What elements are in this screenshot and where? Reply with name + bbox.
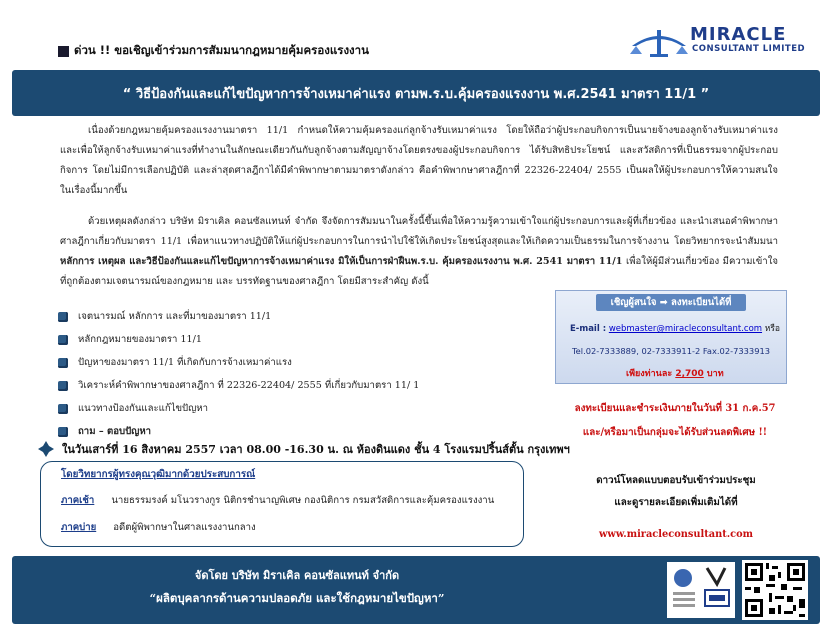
square-bullet-icon	[58, 404, 68, 414]
contact-email-line	[570, 321, 780, 335]
list-item	[58, 328, 498, 351]
square-bullet-icon	[58, 358, 68, 368]
urgent-text: ด่วน !! ขอเชิญเข้าร่วมการสัมมนากฎหมายคุ้มครองแรงงาน	[74, 43, 369, 57]
event-text: ในวันเสาร์ที่ 16 สิงหาคม 2557 เวลา 08.00 -16.30 น. ณ ห้องดินแดง ชั้น 4 โรงแรมปริ้นส์ตั้น กรุงเทพฯ	[62, 443, 570, 456]
square-bullet-icon	[58, 427, 68, 437]
intro-paragraph-1	[60, 121, 778, 201]
square-bullet-icon	[58, 381, 68, 391]
download-line-1: ดาวน์โหลดแบบตอบรับเข้าร่วมประชุม	[596, 475, 756, 486]
logo-subtitle: CONSULTANT LIMITED	[692, 44, 806, 54]
topic-label: ถาม – ตอบปัญหา	[78, 426, 152, 437]
speaker-morning	[61, 493, 494, 508]
speaker-afternoon-name: อดีตผู้พิพากษาในศาลแรงงานกลาง	[113, 522, 256, 533]
speakers-box	[40, 461, 524, 547]
topic-label: แนวทางป้องกันและแก้ไขปัญหา	[78, 403, 208, 414]
intro-paragraph-2-end: เพื่อให้ผู้มีส่วนเกี่ยวข้อง มีความเข้าใจที่ถูกต้องตามเจตนารมณ์ของกฎหมาย และ บรรทัดฐานของศาลฎีกา โดยมีสาระสำคัญ ดังนี้	[60, 256, 778, 287]
topic-list	[58, 305, 498, 443]
seminar-title: “ วิธีป้องกันและแก้ไขปัญหาการจ้างเหมาค่าแรง ตามพ.ร.บ.คุ้มครองแรงงาน พ.ศ.2541 มาตรา 11/1 ”	[122, 86, 710, 102]
speakers-title: โดยวิทยากรผู้ทรงคุณวุฒิมากด้วยประสบการณ์	[61, 469, 256, 480]
intro-paragraph-2-bold: หลักการ เหตุผล และวิธีป้องกันและแก้ไขปัญหาการจ้างเหมาค่าแรง มิให้เป็นการฝ่าฝืนพ.ร.บ. คุ้มครองแรงงาน พ.ศ. 2541 มาตรา 11/1	[60, 256, 623, 267]
price-suffix: บาท	[706, 369, 724, 379]
price-prefix: เพียงท่านละ	[626, 369, 673, 379]
list-item	[58, 374, 498, 397]
company-logo	[628, 22, 808, 62]
square-bullet-icon	[58, 312, 68, 322]
header	[0, 0, 830, 68]
event-details	[38, 440, 570, 458]
intro-paragraph-2	[60, 212, 778, 292]
speaker-morning-name: นายธรรมรงค์ มโนวรางกูร นิติกรชำนาญพิเศษ กองนิติการ กรมสวัสดิการและคุ้มครองแรงงาน	[111, 495, 495, 506]
title-banner	[12, 70, 820, 116]
qr-code	[742, 560, 808, 620]
slogan-text: “ผลิตบุคลากรด้านความปลอดภัย และใช้กฎหมายไขปัญหา”	[149, 591, 445, 605]
email-link[interactable]: webmaster@miracleconsultant.com	[608, 324, 763, 334]
registration-heading: เชิญผู้สนใจ ➡ ลงทะเบียนได้ที่	[596, 294, 746, 311]
price-line	[626, 366, 724, 380]
topic-label: เจตนารมณ์ หลักการ และที่มาของมาตรา 11/1	[78, 311, 272, 322]
speaker-afternoon-role: ภาคบ่าย	[61, 522, 97, 533]
email-suffix: หรือ	[764, 324, 781, 334]
scales-logo-icon	[628, 22, 690, 58]
registration-deadline	[540, 397, 810, 445]
logo-name: MIRACLE	[690, 24, 787, 45]
urgent-notice	[58, 42, 369, 60]
topic-label: ปัญหาของมาตรา 11/1 ที่เกิดกับการจ้างเหมาค่าแรง	[78, 357, 292, 368]
website-link[interactable]: www.miracleconsultant.com	[598, 529, 754, 540]
intro-paragraph-2-text: ด้วยเหตุผลดังกล่าว บริษัท มิราเคิล คอนซัลแทนท์ จำกัด จึงจัดการสัมมนาในครั้งนี้ขึ้นเพื่อให้ความรู้ความเข้าใจแก่ผู้ประกอบการและผู้ที่เกี่ยวข้อง และนำเสนอคำพิพากษาศาลฎีกาเกี่ยวกับมาตรา 11/1 เพื่อหาแนวทางปฏิบัติให้แก่ผู้ประกอบการในการนำไปใช้ให้เกิดประโยชน์สูงสุดและให้เกิดความเป็นธรรมในการจ้างงาน โดยวิทยากรจะนำสัมมนา	[60, 216, 778, 247]
contact-phone: Tel.02-7333889, 02-7333911-2 Fax.02-7333913	[572, 346, 771, 356]
square-bullet-icon	[58, 335, 68, 345]
speaker-morning-role: ภาคเช้า	[61, 495, 95, 506]
email-label: E-mail :	[570, 324, 607, 334]
list-item	[58, 397, 498, 420]
certification-logo	[667, 562, 735, 618]
diamond-bullet-icon	[38, 441, 54, 457]
deadline-line-1: ลงทะเบียนและชำระเงินภายในวันที่ 31 ก.ค.57	[574, 403, 776, 414]
certification-badge-icon	[667, 562, 735, 618]
qr-code-icon	[742, 560, 808, 620]
deadline-line-2: และ/หรือมาเป็นกลุ่มจะได้รับส่วนลดพิเศษ !!	[582, 427, 768, 438]
intro-paragraph-1-text: เนื่องด้วยกฎหมายคุ้มครองแรงงานมาตรา 11/1 กำหนดให้ความคุ้มครองแก่ลูกจ้างรับเหมาค่าแรง โดยให้ถือว่าผู้ประกอบกิจการเป็นนายจ้างของลูกจ้างรับเหมาค่าแรง และเพื่อให้ลูกจ้างรับเหมาค่าแรงที่ทำงานในลักษณะเดียวกันกับลูกจ้างตามสัญญาจ้างโดยตรงของผู้ประกอบกิจการ ได้รับสิทธิประโยชน์ และสวัสดิการที่เป็นธรรมจากผู้ประกอบกิจการ โดยไม่มีการเลือกปฏิบัติ และล่าสุดศาลฎีกาได้มีคำพิพากษาตามมาตราดังกล่าว คือคำพิพากษาศาลฎีกาที่ 22326-22404/ 2555 เป็นผลให้ผู้ประกอบการให้ความสนใจในเรื่องนี้มากขึ้น	[60, 125, 778, 196]
square-bullet-icon	[58, 46, 69, 57]
speaker-afternoon	[61, 520, 256, 535]
download-info	[560, 470, 792, 546]
download-line-2: และดูรายละเอียดเพิ่มเติมได้ที่	[614, 497, 738, 508]
topic-label: วิเคราะห์คำพิพากษาของศาลฎีกา ที่ 22326-22404/ 2555 ที่เกี่ยวกับมาตรา 11/ 1	[78, 380, 420, 391]
footer-banner	[12, 556, 820, 624]
topic-label: หลักกฎหมายของมาตรา 11/1	[78, 334, 202, 345]
registration-box	[555, 290, 787, 384]
list-item	[58, 351, 498, 374]
organizer-text: จัดโดย บริษัท มิราเคิล คอนซัลแทนท์ จำกัด	[194, 569, 400, 582]
price-value: 2,700	[675, 369, 704, 379]
list-item	[58, 305, 498, 328]
